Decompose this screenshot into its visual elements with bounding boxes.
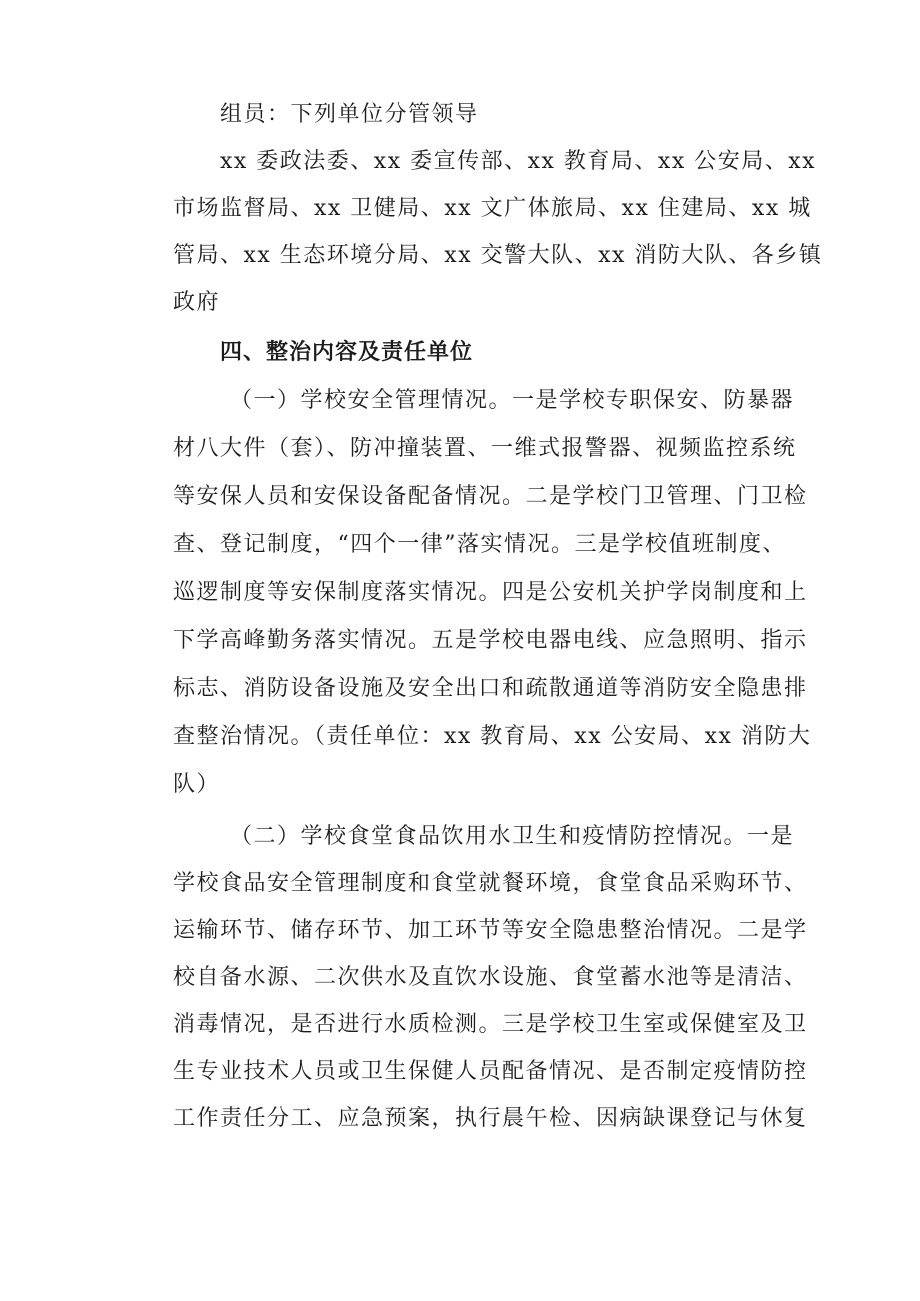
members-label-line: 组员：下列单位分管领导 [220,102,479,127]
units-line-3: 管局、xx 生态环境分局、xx 交警大队、xx 消防大队、各乡镇 [173,243,823,268]
paragraph-2-line-5: 消毒情况，是否进行水质检测。三是学校卫生室或保健室及卫 [173,1012,808,1037]
paragraph-1-line-7: 标志、消防设备设施及安全出口和疏散通道等消防安全隐患排 [173,676,808,701]
paragraph-1-line-6: 下学高峰勤务落实情况。五是学校电器电线、应急照明、指示 [173,628,808,653]
paragraph-2-line-2: 学校食品安全管理制度和食堂就餐环境，食堂食品采购环节、 [173,871,808,896]
paragraph-1-line-2: 材八大件（套）、防冲撞装置、一维式报警器、视频监控系统 [173,436,797,461]
units-line-1: xx 委政法委、xx 委宣传部、xx 教育局、xx 公安局、xx [220,149,817,174]
paragraph-2-line-6: 生专业技术人员或卫生保健人员配备情况、是否制定疫情防控 [173,1059,808,1084]
paragraph-1-line-4: 查、登记制度，“四个一律”落实情况。三是学校值班制度、 [173,532,786,557]
units-line-2: 市场监督局、xx 卫健局、xx 文广体旅局、xx 住建局、xx 城 [173,196,812,221]
section-heading: 四、整治内容及责任单位 [220,340,474,365]
paragraph-1-line-9: 队） [173,772,221,797]
units-line-4: 政府 [173,290,221,315]
paragraph-2-line-1: （二）学校食堂食品饮用水卫生和疫情防控情况。一是 [230,824,795,849]
paragraph-1-line-1: （一）学校安全管理情况。一是学校专职保安、防暴器 [230,388,795,413]
paragraph-1-line-3: 等安保人员和安保设备配备情况。二是学校门卫管理、门卫检 [173,484,808,509]
paragraph-2-line-4: 校自备水源、二次供水及直饮水设施、食堂蓄水池等是清洁、 [173,965,808,990]
paragraph-1-line-5: 巡逻制度等安保制度落实情况。四是公安机关护学岗制度和上 [173,580,808,605]
paragraph-2-line-7: 工作责任分工、应急预案，执行晨午检、因病缺课登记与休复 [173,1106,808,1131]
paragraph-1-line-8: 查整治情况。（责任单位：xx 教育局、xx 公安局、xx 消防大 [173,724,812,749]
paragraph-2-line-3: 运输环节、储存环节、加工环节等安全隐患整治情况。二是学 [173,918,808,943]
